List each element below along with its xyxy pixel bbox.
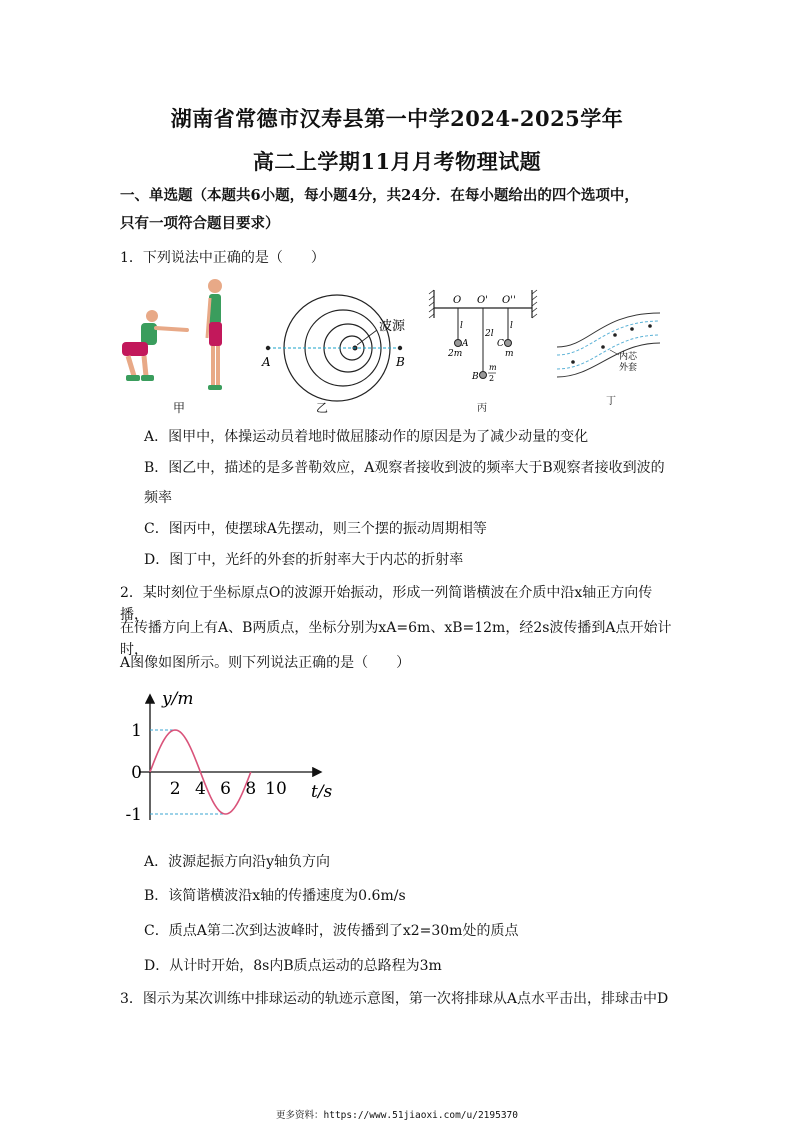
label-b: B [396, 355, 405, 369]
svg-text:外套: 外套 [619, 363, 638, 373]
svg-text:l: l [510, 321, 513, 331]
y-tick-label: 1 [131, 721, 142, 741]
head-shape [146, 310, 158, 322]
x-tick-label: 10 [265, 779, 287, 799]
svg-text:m: m [505, 349, 514, 359]
svg-text:l: l [460, 321, 463, 331]
caption-ding: 丁 [606, 396, 616, 407]
svg-text:A: A [462, 339, 469, 349]
question-2-line-3: A图像如图所示。则下列说法正确的是（ ） [120, 655, 411, 671]
title-line-1: 湖南省常德市汉寿县第一中学2024-2025学年 [170, 106, 624, 131]
y-axis-label: y/m [162, 689, 194, 709]
q1-option-a: A．图甲中，体操运动员着地时做屈膝动作的原因是为了减少动量的变化 [144, 429, 589, 445]
svg-text:2: 2 [489, 374, 495, 383]
figure-yi-doppler [255, 288, 415, 408]
caption-yi: 乙 [316, 401, 329, 415]
svg-text:内芯: 内芯 [619, 352, 638, 362]
footer-link[interactable]: 更多资料：https://www.51jiaoxi.com/u/2195370 [276, 1110, 518, 1121]
x-tick-label: 6 [220, 779, 232, 799]
svg-text:C: C [497, 339, 504, 349]
svg-text:2l: 2l [485, 329, 494, 339]
x-tick-label: 4 [194, 779, 206, 799]
y-tick-label: -1 [125, 805, 142, 825]
svg-text:B: B [472, 372, 479, 382]
x-axis-label: t/s [311, 782, 333, 802]
label-wave-source: 波源 [379, 319, 406, 334]
svg-text:m: m [489, 363, 497, 372]
q1-option-b-line-1: B．图乙中，描述的是多普勒效应，A观察者接收到波的频率大于B观察者接收到波的 [144, 460, 665, 476]
q2-option-c: C．质点A第二次到达波峰时，波传播到了x2=30m处的质点 [144, 923, 519, 939]
label-a: A [262, 355, 271, 369]
y-tick-label: 0 [131, 763, 142, 783]
displacement-time-chart [125, 682, 345, 832]
section-heading-line-1: 一、单选题（本题共6小题，每小题4分，共24分．在每小题给出的四个选项中， [120, 187, 639, 204]
q2-option-b: B．该简谐横波沿x轴的传播速度为0.6m/s [144, 888, 406, 904]
question-1-stem: 1．下列说法中正确的是（ ） [120, 250, 325, 266]
section-heading-line-2: 只有一项符合题目要求） [120, 215, 280, 232]
caption-bing: 丙 [477, 403, 487, 414]
q1-option-b-line-2: 频率 [144, 490, 172, 506]
q2-option-a: A．波源起振方向沿y轴负方向 [144, 854, 331, 870]
figure-bing-pendulums [428, 288, 538, 398]
question-3-line-1: 3．图示为某次训练中排球运动的轨迹示意图，第一次将排球从A点水平击出，排球击中D [120, 991, 669, 1007]
figure-jia-athletes [112, 278, 242, 396]
q1-option-d: D．图丁中，光纤的外套的折射率大于内芯的折射率 [144, 552, 464, 568]
q2-option-d: D．从计时开始，8s内B质点运动的总路程为3m [144, 958, 442, 974]
q1-option-c: C．图丙中，使摆球A先摆动，则三个摆的振动周期相等 [144, 521, 487, 537]
caption-jia: 甲 [173, 401, 186, 415]
x-tick-label: 2 [169, 779, 181, 799]
figure-ding-optical-fiber [555, 305, 665, 385]
question-2-line-1: 2．某时刻位于坐标原点O的波源开始振动，形成一列简谐横波在介质中沿x轴正方向传播， [120, 585, 653, 623]
svg-text:O': O' [477, 295, 488, 306]
svg-text:O'': O'' [502, 295, 516, 306]
x-tick-label: 8 [245, 779, 257, 799]
question-2-line-2: 在传播方向上有A、B两质点，坐标分别为xA=6m、xB=12m，经2s波传播到A点开始计时， [120, 620, 672, 658]
svg-text:2m: 2m [448, 349, 463, 359]
svg-text:O: O [453, 295, 462, 306]
title-line-2: 高二上学期11月月考物理试题 [252, 149, 542, 174]
